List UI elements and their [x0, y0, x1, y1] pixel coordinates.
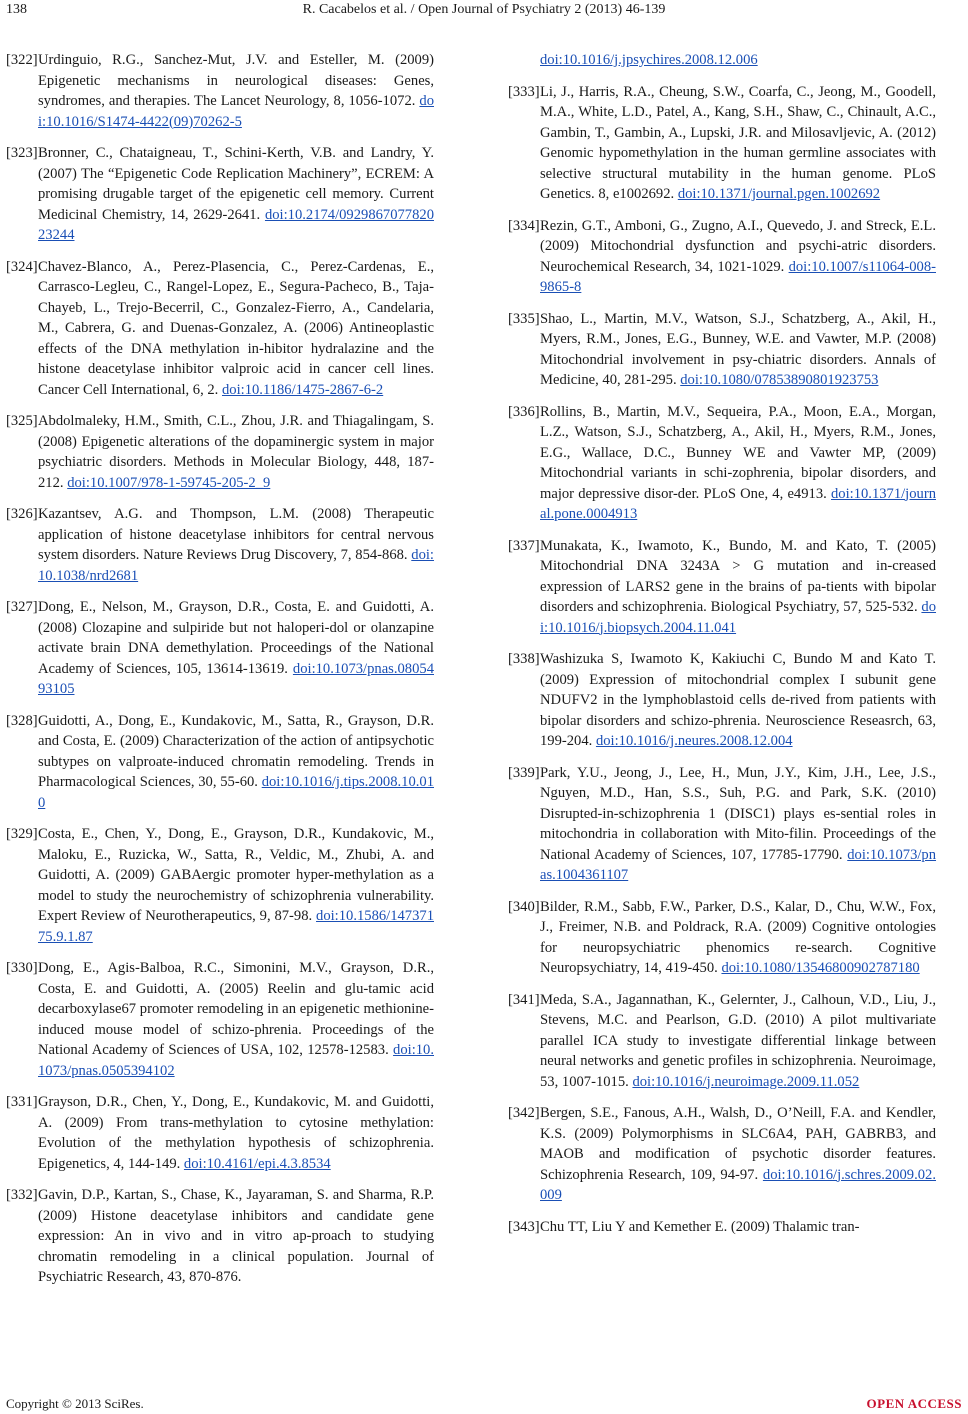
- doi-link[interactable]: doi:10.1016/j.neuroimage.2009.11.052: [632, 1073, 860, 1090]
- reference-text: Guidotti, A., Dong, E., Kundakovic, M., Satta, R., Grayson, D.R. and Costa, E. (2009) Characterization of the action of antipsychotic subtypes on valproate-induced chromatin remodeling. Trends in Pharmacological Sciences, 30, 55-60.: [38, 712, 434, 790]
- reference-number: [332]: [6, 1187, 38, 1203]
- reference-text: Park, Y.U., Jeong, J., Lee, H., Mun, J.Y., Kim, J.H., Lee, J.S., Nguyen, M.D., Han, S.S., Suh, P.G. and Park, S.K. (2010) Disrupted-in-schizophrenia 1 (DISC1) plays es-sential roles in mitochondria in collaboration with Mito-filin. Proceedings of the National Academy of Sciences, 107, 17785-17790.: [540, 764, 936, 863]
- running-title: R. Cacabelos et al. / Open Journal of Psychiatry 2 (2013) 46-139: [302, 2, 666, 17]
- doi-link[interactable]: doi:10.1080/07853890801923753: [680, 372, 879, 388]
- doi-link[interactable]: doi:10.1016/j.tips.2008.10.010: [38, 774, 434, 811]
- doi-link[interactable]: doi:10.1007/978-1-59745-205-2_9: [67, 474, 271, 491]
- reference-text: Abdolmaleky, H.M., Smith, C.L., Zhou, J.R. and Thiagalingam, S. (2008) Epigenetic alterations of the dopaminergic system in major psychiatric disorders. Methods in Molecular Biology, 448, 187-212.: [38, 413, 434, 491]
- reference-number: [341]: [508, 991, 540, 1008]
- reference-text: Gavin, D.P., Kartan, S., Chase, K., Jayaraman, S. and Sharma, R.P. (2009) Histone deacetylase inhibitors and candidate gene expression: An in vivo and in vitro ap-proach to studying chromatin remodeling in a clinical population. Journal of Psychiatric Research, 43, 870-876.: [38, 1187, 434, 1285]
- doi-link[interactable]: doi:10.2174/092986707782023244: [38, 206, 434, 243]
- doi-link[interactable]: doi:10.1007/s11064-008-9865-8: [540, 258, 936, 295]
- reference-text: Bronner, C., Chataigneau, T., Schini-Kerth, V.B. and Landry, Y. (2007) The “Epigenetic Code Replication Machinery”, ECREM: A promising drugable target of the epigenetic cell memory. Current Medicinal Chemistry, 14, 2629-2641.: [38, 145, 434, 223]
- doi-link[interactable]: doi:10.1016/j.schres.2009.02.009: [540, 1166, 936, 1203]
- reference-number: [328]: [6, 712, 38, 729]
- doi-link[interactable]: doi:10.1016/j.jpsychires.2008.12.006: [540, 52, 758, 68]
- reference-number: [331]: [6, 1094, 38, 1110]
- reference-text: Grayson, D.R., Chen, Y., Dong, E., Kundakovic, M. and Guidotti, A. (2009) From trans-methylation to cytosine methylation: Evolution of the methylation hypothesis of schizophrenia. Epigenetics, 4, 144-149.: [38, 1094, 434, 1172]
- reference-entry: [508, 216, 936, 298]
- reference-entry: [508, 897, 936, 979]
- reference-text: Chavez-Blanco, A., Perez-Plasencia, C., Perez-Cardenas, E., Carrasco-Legleu, C., Rangel-Lopez, E., Segura-Pacheco, B., Taja-Chayeb, L., Trejo-Becerril, C., Gonzalez-Fierro, A., Candelaria, M., Cabrera, G. and Duenas-Gonzalez, A. (2006) Antineoplastic effects of the DNA methylation in-hibitor hydralazine and the histone deacetylase inhibitor valproic acid in cancer cell lines. Cancer Cell International, 6, 2.: [38, 258, 434, 398]
- doi-link[interactable]: doi:10.1371/journal.pgen.1002692: [677, 186, 881, 202]
- reference-entry: [508, 649, 936, 752]
- doi-link[interactable]: doi:10.1038/nrd2681: [38, 547, 434, 584]
- reference-entry: [6, 143, 434, 246]
- page-number: 138: [6, 2, 27, 17]
- reference-entry: [508, 82, 936, 205]
- right-column: [508, 50, 936, 1248]
- reference-number: [334]: [508, 217, 540, 234]
- reference-number: [336]: [508, 403, 540, 420]
- doi-link[interactable]: doi:10.4161/epi.4.3.8534: [183, 1155, 331, 1172]
- doi-link[interactable]: doi:10.1586/14737175.9.1.87: [38, 908, 434, 945]
- reference-text: Rezin, G.T., Amboni, G., Zugno, A.I., Quevedo, J. and Streck, E.L. (2009) Mitochondrial dysfunction and psychi-atric disorders. Neurochemical Research, 34, 1021-1029.: [540, 217, 936, 275]
- continued-doi: [508, 50, 936, 71]
- reference-entry: [508, 309, 936, 391]
- reference-text: Munakata, K., Iwamoto, K., Bundo, M. and Kato, T. (2005) Mitochondrial DNA 3243A > G mutation and in-creased expression of LARS2 gene in the brains of pa-tients with bipolar disorders and schizophrenia. Biological Psychiatry, 57, 525-532.: [540, 537, 936, 615]
- reference-number: [335]: [508, 310, 540, 327]
- reference-entry: [508, 1217, 936, 1238]
- reference-text: Meda, S.A., Jagannathan, K., Gelernter, J., Calhoun, V.D., Liu, J., Stevens, M.C. and Pearlson, G.D. (2010) A pilot multivariate parallel ICA study to investigate differential linkage between neural networks and genetic profiles in schizophrenia. Neuroimage, 53, 1007-1015.: [540, 991, 936, 1090]
- doi-link[interactable]: doi:10.1080/13546800902787180: [721, 960, 920, 976]
- reference-entry: [6, 1185, 434, 1288]
- reference-entry: [508, 1103, 936, 1206]
- doi-link[interactable]: doi:10.1073/pnas.0805493105: [38, 660, 434, 697]
- doi-link[interactable]: doi:10.1016/S1474-4422(09)70262-5: [38, 93, 434, 130]
- reference-number: [330]: [6, 960, 38, 976]
- reference-entry: [508, 536, 936, 639]
- reference-entry: [6, 1092, 434, 1174]
- doi-link[interactable]: doi:10.1073/pnas.1004361107: [540, 846, 937, 883]
- reference-number: [329]: [6, 826, 38, 842]
- reference-entry: [508, 763, 936, 886]
- page-header: [0, 0, 968, 26]
- reference-number: [339]: [508, 764, 540, 781]
- reference-number: [322]: [6, 52, 38, 68]
- reference-entry: [6, 597, 434, 700]
- reference-number: [337]: [508, 537, 540, 554]
- open-access-label: OPEN ACCESS: [866, 1396, 962, 1411]
- reference-entry: [6, 824, 434, 947]
- reference-number: [324]: [6, 258, 38, 275]
- reference-text: Chu TT, Liu Y and Kemether E. (2009) Thalamic tran-: [540, 1218, 860, 1235]
- reference-entry: [6, 958, 434, 1081]
- copyright-notice: Copyright © 2013 SciRes.: [6, 1396, 144, 1411]
- reference-text: Li, J., Harris, R.A., Cheung, S.W., Coarfa, C., Jeong, M., Goodell, M.A., White, L.D., Patel, A., Kang, S.H., Shaw, C., Chinault, A.C., Gambin, T., Gambin, A., Lupski, J.R. and Milosavljevic, A. (2012) Genomic hypomethylation in the human germline associates with selective structural mutability in the human genome. PLoS Genetics. 8, e1002692.: [540, 83, 936, 202]
- reference-text: Washizuka S, Iwamoto K, Kakiuchi C, Bundo M and Kato T. (2009) Expression of mitochondrial complex I subunit gene NDUFV2 in the lymphoblastoid cells de-rived from patients with bipolar disorders and schizo-phrenia. Neuroscience Reseasrch, 63, 199-204.: [540, 651, 936, 749]
- doi-link[interactable]: doi:10.1371/journal.pone.0004913: [540, 485, 936, 522]
- reference-text: Bilder, R.M., Sabb, F.W., Parker, D.S., Kalar, D., Chu, W.W., Fox, J., Freimer, N.B. and Poldrack, R.A. (2009) Cognitive ontologies for neuropsychiatric phenomics re-search. Cognitive Neuropsychiatry, 14, 419-450.: [540, 898, 936, 976]
- reference-text: Kazantsev, A.G. and Thompson, L.M. (2008) Therapeutic application of histone deacetylase inhibitors for central nervous system disorders. Nature Reviews Drug Discovery, 7, 854-868.: [38, 506, 434, 563]
- doi-link[interactable]: doi:10.1186/1475-2867-6-2: [222, 381, 384, 398]
- reference-text: Dong, E., Nelson, M., Grayson, D.R., Costa, E. and Guidotti, A. (2008) Clozapine and sulpiride but not haloperi-dol or olanzapine activate brain DNA demethylation. Proceedings of the National Academy of Sciences, 105, 13614-13619.: [38, 599, 434, 677]
- reference-entry: [6, 504, 434, 586]
- reference-number: [338]: [508, 651, 540, 667]
- reference-text: Costa, E., Chen, Y., Dong, E., Grayson, D.R., Kundakovic, M., Maloku, E., Ruzicka, W., Satta, R., Veldic, M., Zhubi, A. and Guidotti, A. (2009) GABAergic promoter hyper-methylation as a model to study the neurochemistry of schizophrenia vulnerability. Expert Review of Neurotherapeutics, 9, 87-98.: [38, 826, 434, 924]
- reference-text: Bergen, S.E., Fanous, A.H., Walsh, D., O’Neill, F.A. and Kendler, K.S. (2009) Polymorphisms in SLC6A4, PAH, GABRB3, and MAOB and modification of psychotic disorder features. Schizophrenia Research, 109, 94-97.: [540, 1105, 936, 1183]
- doi-link[interactable]: doi:10.1016/j.neures.2008.12.004: [595, 733, 793, 749]
- left-column: [6, 50, 434, 1299]
- reference-number: [327]: [6, 599, 38, 615]
- reference-entry: [6, 711, 434, 814]
- reference-text: Shao, L., Martin, M.V., Watson, S.J., Schatzberg, A., Akil, H., Myers, R.M., Jones, E.G., Bunney, W.E. and Vawter, M.P. (2008) Mitochondrial involvement in psy-chiatric disorders. Annals of Medicine, 40, 281-295.: [540, 310, 936, 388]
- reference-entry: [6, 257, 434, 401]
- doi-link[interactable]: doi:10.1016/j.biopsych.2004.11.041: [540, 599, 937, 636]
- reference-entry: [508, 402, 936, 525]
- reference-entry: [6, 50, 434, 132]
- reference-number: [342]: [508, 1105, 540, 1121]
- reference-number: [323]: [6, 145, 38, 161]
- reference-number: [333]: [508, 83, 540, 100]
- reference-entry: [508, 990, 936, 1093]
- reference-text: Rollins, B., Martin, M.V., Sequeira, P.A., Moon, E.A., Morgan, L.Z., Watson, S.J., Schatzberg, A., Akil, H., Myers, R.M., Jones, E.G., Wallace, D.C., Bunney WE and Vawter MP, (2009) Mitochondrial variants in schi-zophrenia, bipolar disorders, and major depressive disor-der. PLoS One, 4, e4913.: [540, 403, 936, 502]
- reference-number: [325]: [6, 413, 38, 429]
- reference-number: [326]: [6, 506, 38, 522]
- reference-text: Dong, E., Agis-Balboa, R.C., Simonini, M.V., Grayson, D.R., Costa, E. and Guidotti, A. (2005) Reelin and glu-tamic acid decarboxylase67 promoter remodeling in an epigenetic methionine-induced mouse model of schizo-phrenia. Proceedings of the National Academy of Sciences of USA, 102, 12578-12583.: [38, 960, 434, 1058]
- reference-text: Urdinguio, R.G., Sanchez-Mut, J.V. and Esteller, M. (2009) Epigenetic mechanisms in neurological diseases: Genes, syndromes, and therapies. The Lancet Neurology, 8, 1056-1072.: [38, 52, 434, 109]
- reference-number: [343]: [508, 1218, 540, 1235]
- reference-entry: [6, 411, 434, 493]
- reference-number: [340]: [508, 898, 540, 915]
- doi-link[interactable]: doi:10.1073/pnas.0505394102: [38, 1042, 434, 1079]
